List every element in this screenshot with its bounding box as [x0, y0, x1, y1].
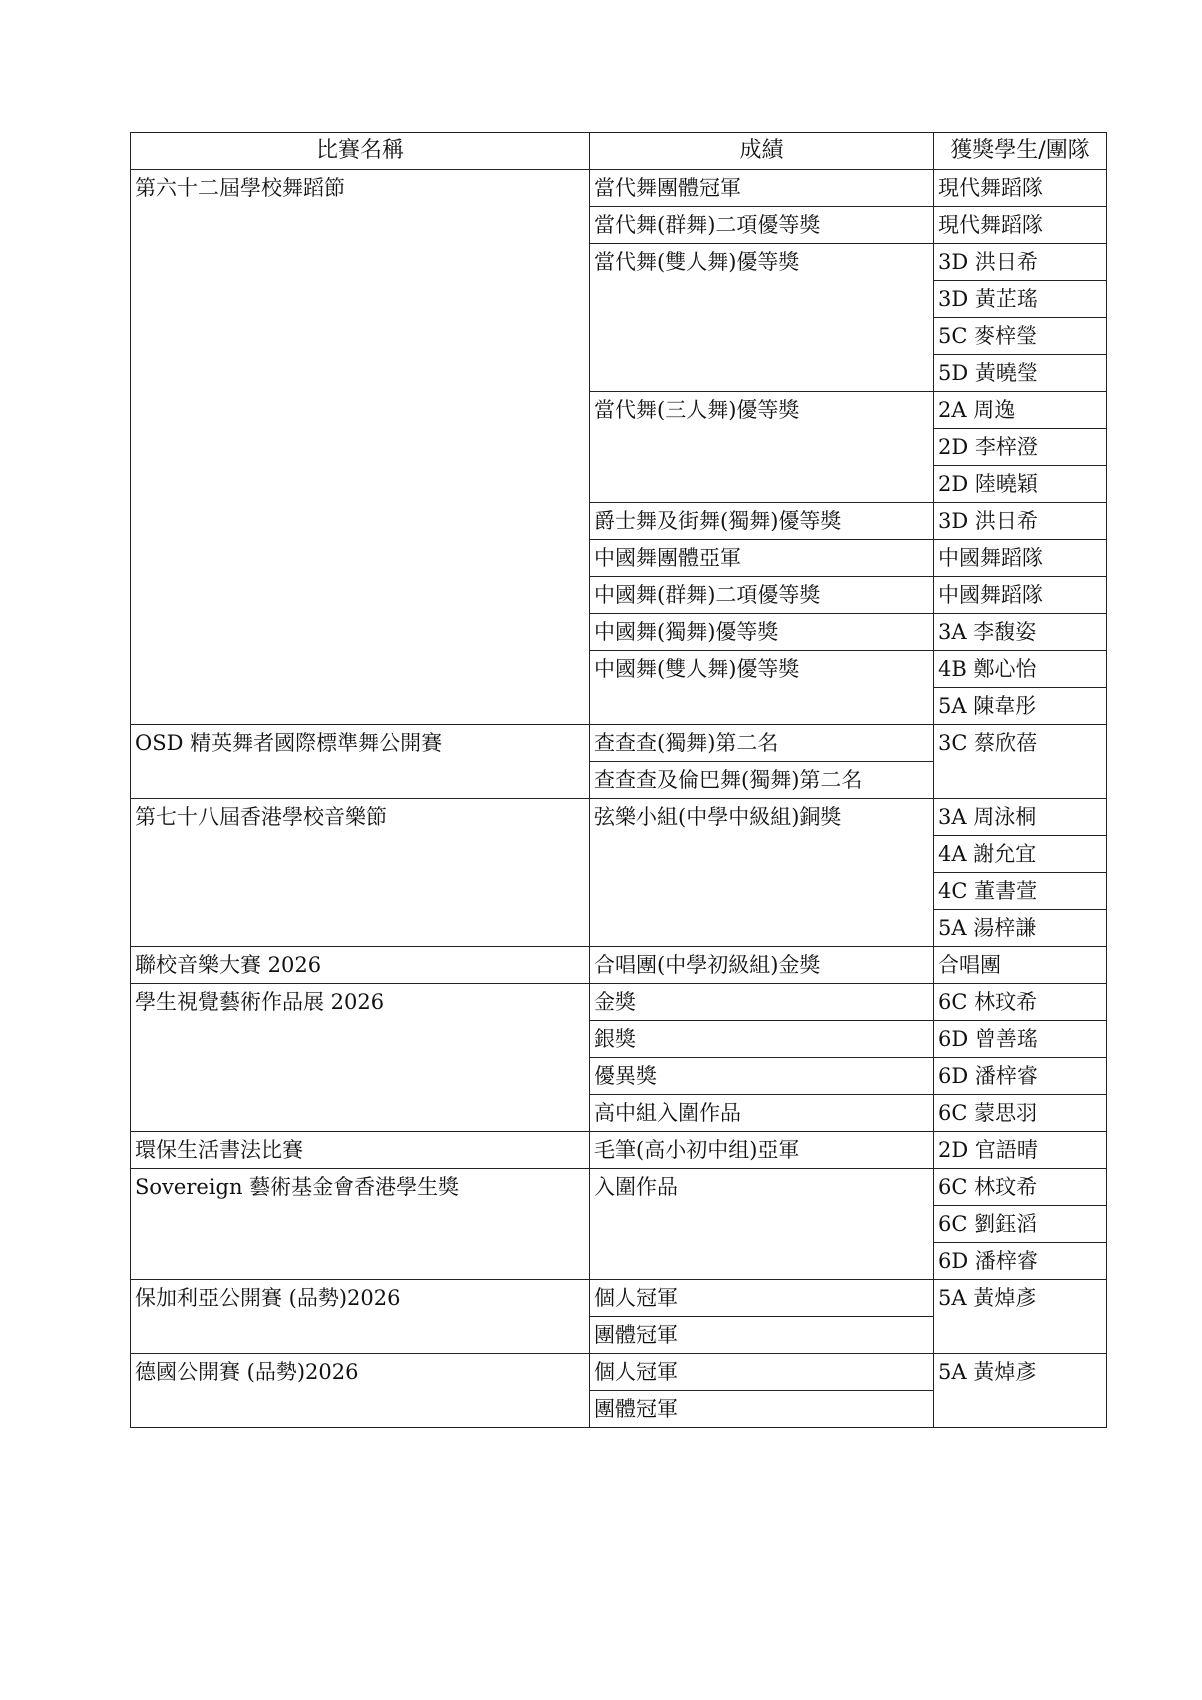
result-cell: 爵士舞及街舞(獨舞)優等獎 [590, 503, 934, 540]
winner-cell: 5D 黃曉瑩 [934, 355, 1107, 392]
result-cell: 合唱團(中學初級組)金獎 [590, 947, 934, 984]
result-cell: 當代舞團體冠軍 [590, 170, 934, 207]
result-cell: 弦樂小組(中學中級組)銅獎 [590, 799, 934, 947]
winner-cell: 現代舞蹈隊 [934, 207, 1107, 244]
table-row [131, 725, 1107, 762]
winner-cell: 6D 潘梓睿 [934, 1243, 1107, 1280]
result-cell: 當代舞(雙人舞)優等獎 [590, 244, 934, 392]
competition-name: 第六十二屆學校舞蹈節 [131, 170, 590, 725]
winner-cell: 3D 洪日希 [934, 244, 1107, 281]
header-row [131, 133, 1107, 170]
awards-table [130, 132, 1107, 1428]
table-row [131, 1280, 1107, 1317]
winner-cell: 4B 鄭心怡 [934, 651, 1107, 688]
table-row [131, 799, 1107, 836]
table-row [131, 947, 1107, 984]
winner-cell: 3A 李馥姿 [934, 614, 1107, 651]
result-cell: 查查查(獨舞)第二名 [590, 725, 934, 762]
competition-name: 德國公開賽 (品勢)2026 [131, 1354, 590, 1428]
winner-cell: 3D 黃芷瑤 [934, 281, 1107, 318]
winner-cell: 3C 蔡欣蓓 [934, 725, 1107, 799]
table-row [131, 1169, 1107, 1206]
winner-cell: 2A 周逸 [934, 392, 1107, 429]
winner-cell: 6C 林玟希 [934, 1169, 1107, 1206]
table-row [131, 984, 1107, 1021]
result-cell: 查查查及倫巴舞(獨舞)第二名 [590, 762, 934, 799]
winner-cell: 5A 陳韋彤 [934, 688, 1107, 725]
competition-name: 保加利亞公開賽 (品勢)2026 [131, 1280, 590, 1354]
winner-cell: 2D 官語晴 [934, 1132, 1107, 1169]
result-cell: 毛筆(高小初中组)亞軍 [590, 1132, 934, 1169]
winner-cell: 5A 黃焯彥 [934, 1280, 1107, 1354]
result-cell: 團體冠軍 [590, 1317, 934, 1354]
winner-cell: 5C 麥梓瑩 [934, 318, 1107, 355]
winner-cell: 現代舞蹈隊 [934, 170, 1107, 207]
competition-name: 聯校音樂大賽 2026 [131, 947, 590, 984]
result-cell: 個人冠軍 [590, 1280, 934, 1317]
competition-name: Sovereign 藝術基金會香港學生獎 [131, 1169, 590, 1280]
winner-cell: 6C 劉鈺滔 [934, 1206, 1107, 1243]
competition-name: OSD 精英舞者國際標準舞公開賽 [131, 725, 590, 799]
winner-cell: 6D 曾善瑤 [934, 1021, 1107, 1058]
table-row [131, 170, 1107, 207]
result-cell: 入圍作品 [590, 1169, 934, 1280]
awards-body [131, 170, 1107, 1428]
result-cell: 團體冠軍 [590, 1391, 934, 1428]
competition-name: 學生視覺藝術作品展 2026 [131, 984, 590, 1132]
winner-cell: 3D 洪日希 [934, 503, 1107, 540]
winner-cell: 6C 林玟希 [934, 984, 1107, 1021]
winner-cell: 5A 黃焯彥 [934, 1354, 1107, 1428]
competition-name: 環保生活書法比賽 [131, 1132, 590, 1169]
winner-cell: 中國舞蹈隊 [934, 540, 1107, 577]
result-cell: 金獎 [590, 984, 934, 1021]
winner-cell: 2D 陸曉穎 [934, 466, 1107, 503]
result-cell: 當代舞(三人舞)優等獎 [590, 392, 934, 503]
header-winner: 獲獎學生/團隊 [934, 133, 1107, 170]
result-cell: 當代舞(群舞)二項優等獎 [590, 207, 934, 244]
winner-cell: 2D 李梓澄 [934, 429, 1107, 466]
header-result: 成績 [590, 133, 934, 170]
result-cell: 優異獎 [590, 1058, 934, 1095]
table-row [131, 1132, 1107, 1169]
result-cell: 中國舞團體亞軍 [590, 540, 934, 577]
winner-cell: 6C 蒙思羽 [934, 1095, 1107, 1132]
result-cell: 高中組入圍作品 [590, 1095, 934, 1132]
result-cell: 個人冠軍 [590, 1354, 934, 1391]
result-cell: 中國舞(雙人舞)優等獎 [590, 651, 934, 725]
winner-cell: 3A 周泳桐 [934, 799, 1107, 836]
winner-cell: 中國舞蹈隊 [934, 577, 1107, 614]
header-competition: 比賽名稱 [131, 133, 590, 170]
winner-cell: 4C 董書萱 [934, 873, 1107, 910]
winner-cell: 合唱團 [934, 947, 1107, 984]
result-cell: 銀獎 [590, 1021, 934, 1058]
result-cell: 中國舞(群舞)二項優等獎 [590, 577, 934, 614]
winner-cell: 4A 謝允宜 [934, 836, 1107, 873]
result-cell: 中國舞(獨舞)優等獎 [590, 614, 934, 651]
winner-cell: 6D 潘梓睿 [934, 1058, 1107, 1095]
competition-name: 第七十八屆香港學校音樂節 [131, 799, 590, 947]
table-row [131, 1354, 1107, 1391]
winner-cell: 5A 湯梓謙 [934, 910, 1107, 947]
